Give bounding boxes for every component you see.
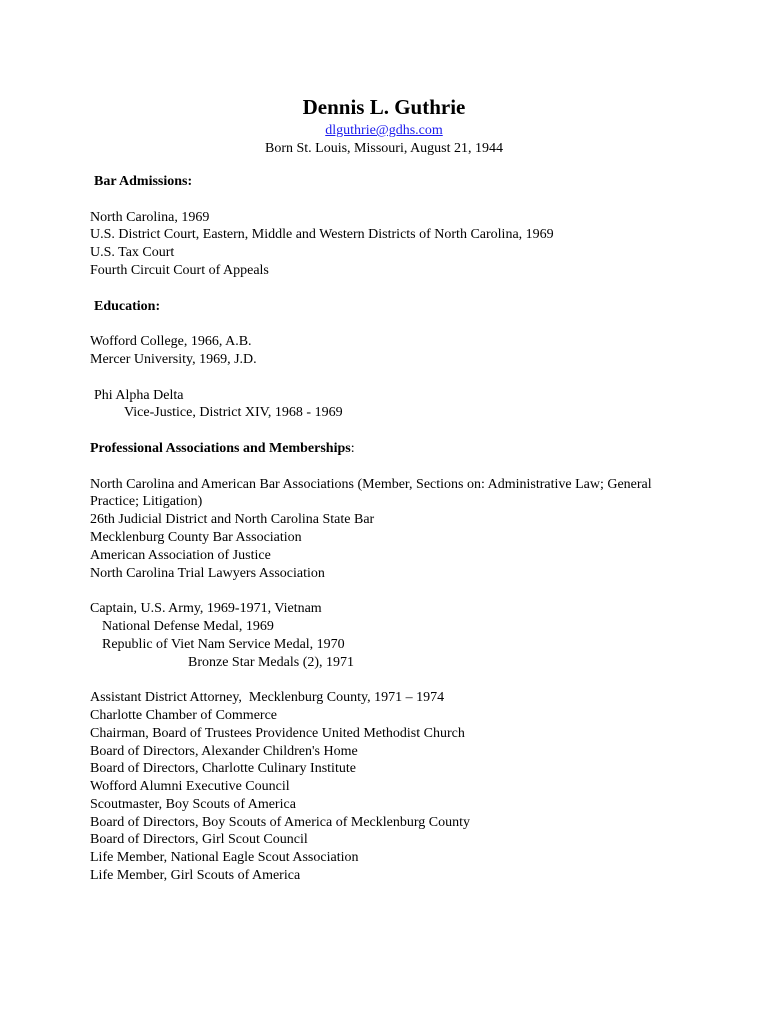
person-name: Dennis L. Guthrie bbox=[302, 95, 466, 119]
associations-heading-line bbox=[90, 440, 690, 458]
civic-item: Board of Directors, Boy Scouts of America of Mecklenburg County bbox=[90, 814, 471, 830]
spacer bbox=[90, 369, 690, 387]
education-item: Wofford College, 1966, A.B. bbox=[90, 334, 252, 350]
education-item: Mercer University, 1969, J.D. bbox=[90, 351, 257, 367]
civic-item: Wofford Alumni Executive Council bbox=[90, 779, 290, 795]
association-item: North Carolina and American Bar Associations (Member, Sections on: Administrative Law; General Practice; Litigation) bbox=[90, 476, 652, 510]
fraternity-role: Vice-Justice, District XIV, 1968 - 1969 bbox=[124, 405, 343, 421]
military-service: Captain, U.S. Army, 1969-1971, Vietnam bbox=[90, 601, 322, 617]
civic-item: Board of Directors, Girl Scout Council bbox=[90, 832, 308, 848]
spacer bbox=[90, 671, 690, 689]
military-medal: Bronze Star Medals (2), 1971 bbox=[188, 654, 355, 670]
association-item: 26th Judicial District and North Carolina State Bar bbox=[90, 512, 375, 528]
civic-item: Charlotte Chamber of Commerce bbox=[90, 707, 277, 723]
resume-body bbox=[90, 173, 690, 885]
association-item: American Association of Justice bbox=[90, 547, 271, 563]
civic-item: Board of Directors, Alexander Children's Home bbox=[90, 743, 358, 759]
associations-heading-colon: : bbox=[350, 440, 355, 456]
civic-item: Assistant District Attorney, Mecklenburg County, 1971 – 1974 bbox=[90, 690, 445, 706]
military-medal: National Defense Medal, 1969 bbox=[102, 618, 274, 634]
spacer bbox=[90, 458, 690, 476]
bar-admissions-heading: Bar Admissions: bbox=[94, 174, 193, 189]
resume-header bbox=[0, 94, 768, 158]
email-link[interactable]: dlguthrie@gdhs.com bbox=[325, 123, 443, 138]
bar-admission-item: U.S. Tax Court bbox=[90, 245, 175, 261]
birth-info: Born St. Louis, Missouri, August 21, 1944 bbox=[264, 141, 504, 156]
bar-admission-item: Fourth Circuit Court of Appeals bbox=[90, 262, 269, 278]
civic-item: Chairman, Board of Trustees Providence United Methodist Church bbox=[90, 725, 465, 741]
spacer bbox=[90, 315, 690, 333]
civic-item: Life Member, Girl Scouts of America bbox=[90, 868, 301, 884]
education-heading: Education: bbox=[94, 298, 161, 314]
bar-admission-item: North Carolina, 1969 bbox=[90, 209, 210, 225]
spacer bbox=[90, 422, 690, 440]
fraternity-name: Phi Alpha Delta bbox=[94, 387, 184, 403]
military-medal: Republic of Viet Nam Service Medal, 1970 bbox=[102, 636, 345, 652]
spacer bbox=[90, 280, 690, 298]
civic-item: Scoutmaster, Boy Scouts of America bbox=[90, 796, 296, 812]
civic-item: Board of Directors, Charlotte Culinary Institute bbox=[90, 761, 356, 777]
association-item: Mecklenburg County Bar Association bbox=[90, 529, 302, 545]
bar-admission-item: U.S. District Court, Eastern, Middle and Western Districts of North Carolina, 1969 bbox=[90, 227, 554, 243]
spacer bbox=[90, 191, 690, 209]
association-item: North Carolina Trial Lawyers Association bbox=[90, 565, 325, 581]
spacer bbox=[90, 582, 690, 600]
civic-item: Life Member, National Eagle Scout Association bbox=[90, 850, 359, 866]
associations-heading: Professional Associations and Memberships bbox=[90, 440, 351, 456]
